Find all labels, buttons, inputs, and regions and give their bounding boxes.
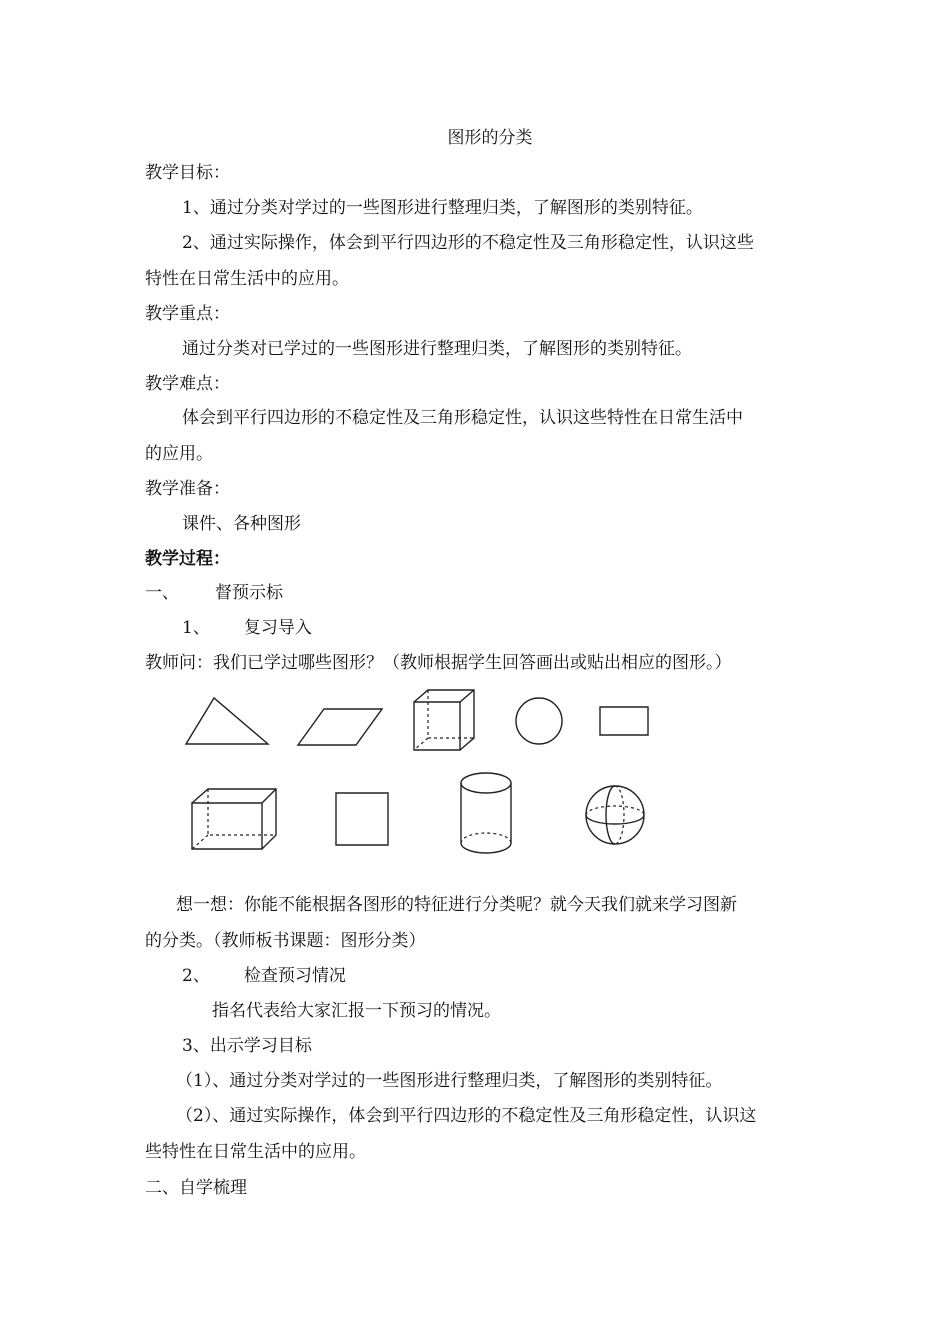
- section1-number: 一、: [145, 583, 179, 603]
- cuboid-icon: [190, 787, 278, 851]
- section1-heading: [145, 581, 283, 605]
- key-points-heading: 教学重点：: [145, 304, 230, 324]
- square-icon: [334, 791, 390, 847]
- goal-2-line2: 些特性在日常生活中的应用。: [145, 1142, 366, 1162]
- step2-number: 2、: [182, 966, 210, 986]
- goal-1: （1）、通过分类对学过的一些图形进行整理归类，了解图形的类别特征。: [176, 1071, 723, 1091]
- think-line1: 想一想：你能不能根据各图形的特征进行分类呢？就今天我们就来学习图新: [176, 895, 737, 915]
- difficulties-line1: 体会到平行四边形的不稳定性及三角形稳定性，认识这些特性在日常生活中: [182, 408, 743, 428]
- step2-text: 指名代表给大家汇报一下预习的情况。: [212, 1001, 501, 1021]
- step2-title: 检查预习情况: [243, 966, 346, 986]
- step1-number: 1、: [182, 618, 210, 638]
- step1-title: 复习导入: [243, 618, 312, 638]
- section1-title: 督预示标: [215, 583, 283, 603]
- goal-2-line1: （2）、通过实际操作，体会到平行四边形的不稳定性及三角形稳定性，认识这: [176, 1106, 757, 1126]
- objective-2-line1: 2、通过实际操作，体会到平行四边形的不稳定性及三角形稳定性，认识这些: [182, 233, 754, 253]
- objectives-heading: 教学目标：: [145, 163, 230, 183]
- teacher-question: 教师问：我们已学过哪些图形？（教师根据学生回答画出或贴出相应的图形。）: [145, 653, 732, 673]
- cylinder-icon: [458, 771, 514, 855]
- process-heading: 教学过程：: [145, 549, 230, 569]
- page-title: 图形的分类: [447, 128, 533, 148]
- preparation-text: 课件、各种图形: [182, 514, 301, 534]
- difficulties-heading: 教学难点：: [145, 374, 230, 394]
- think-line2: 的分类。（教师板书课题：图形分类）: [145, 931, 426, 951]
- key-points-text: 通过分类对已学过的一些图形进行整理归类，了解图形的类别特征。: [182, 339, 692, 359]
- objective-1: 1、通过分类对学过的一些图形进行整理归类，了解图形的类别特征。: [182, 198, 703, 218]
- circle-icon: [514, 696, 564, 746]
- objective-2-line2: 特性在日常生活中的应用。: [145, 269, 349, 289]
- section2-heading: 二、自学梳理: [145, 1178, 247, 1198]
- triangle-icon: [184, 696, 270, 746]
- step3-heading: 3、出示学习目标: [182, 1036, 312, 1056]
- cube-icon: [412, 688, 476, 752]
- preparation-heading: 教学准备：: [145, 479, 230, 499]
- step1-heading: [182, 616, 312, 640]
- parallelogram-icon: [296, 707, 384, 747]
- step2-heading: [182, 964, 346, 988]
- sphere-icon: [584, 784, 646, 846]
- difficulties-line2: 的应用。: [145, 444, 213, 464]
- rectangle-icon: [598, 705, 650, 737]
